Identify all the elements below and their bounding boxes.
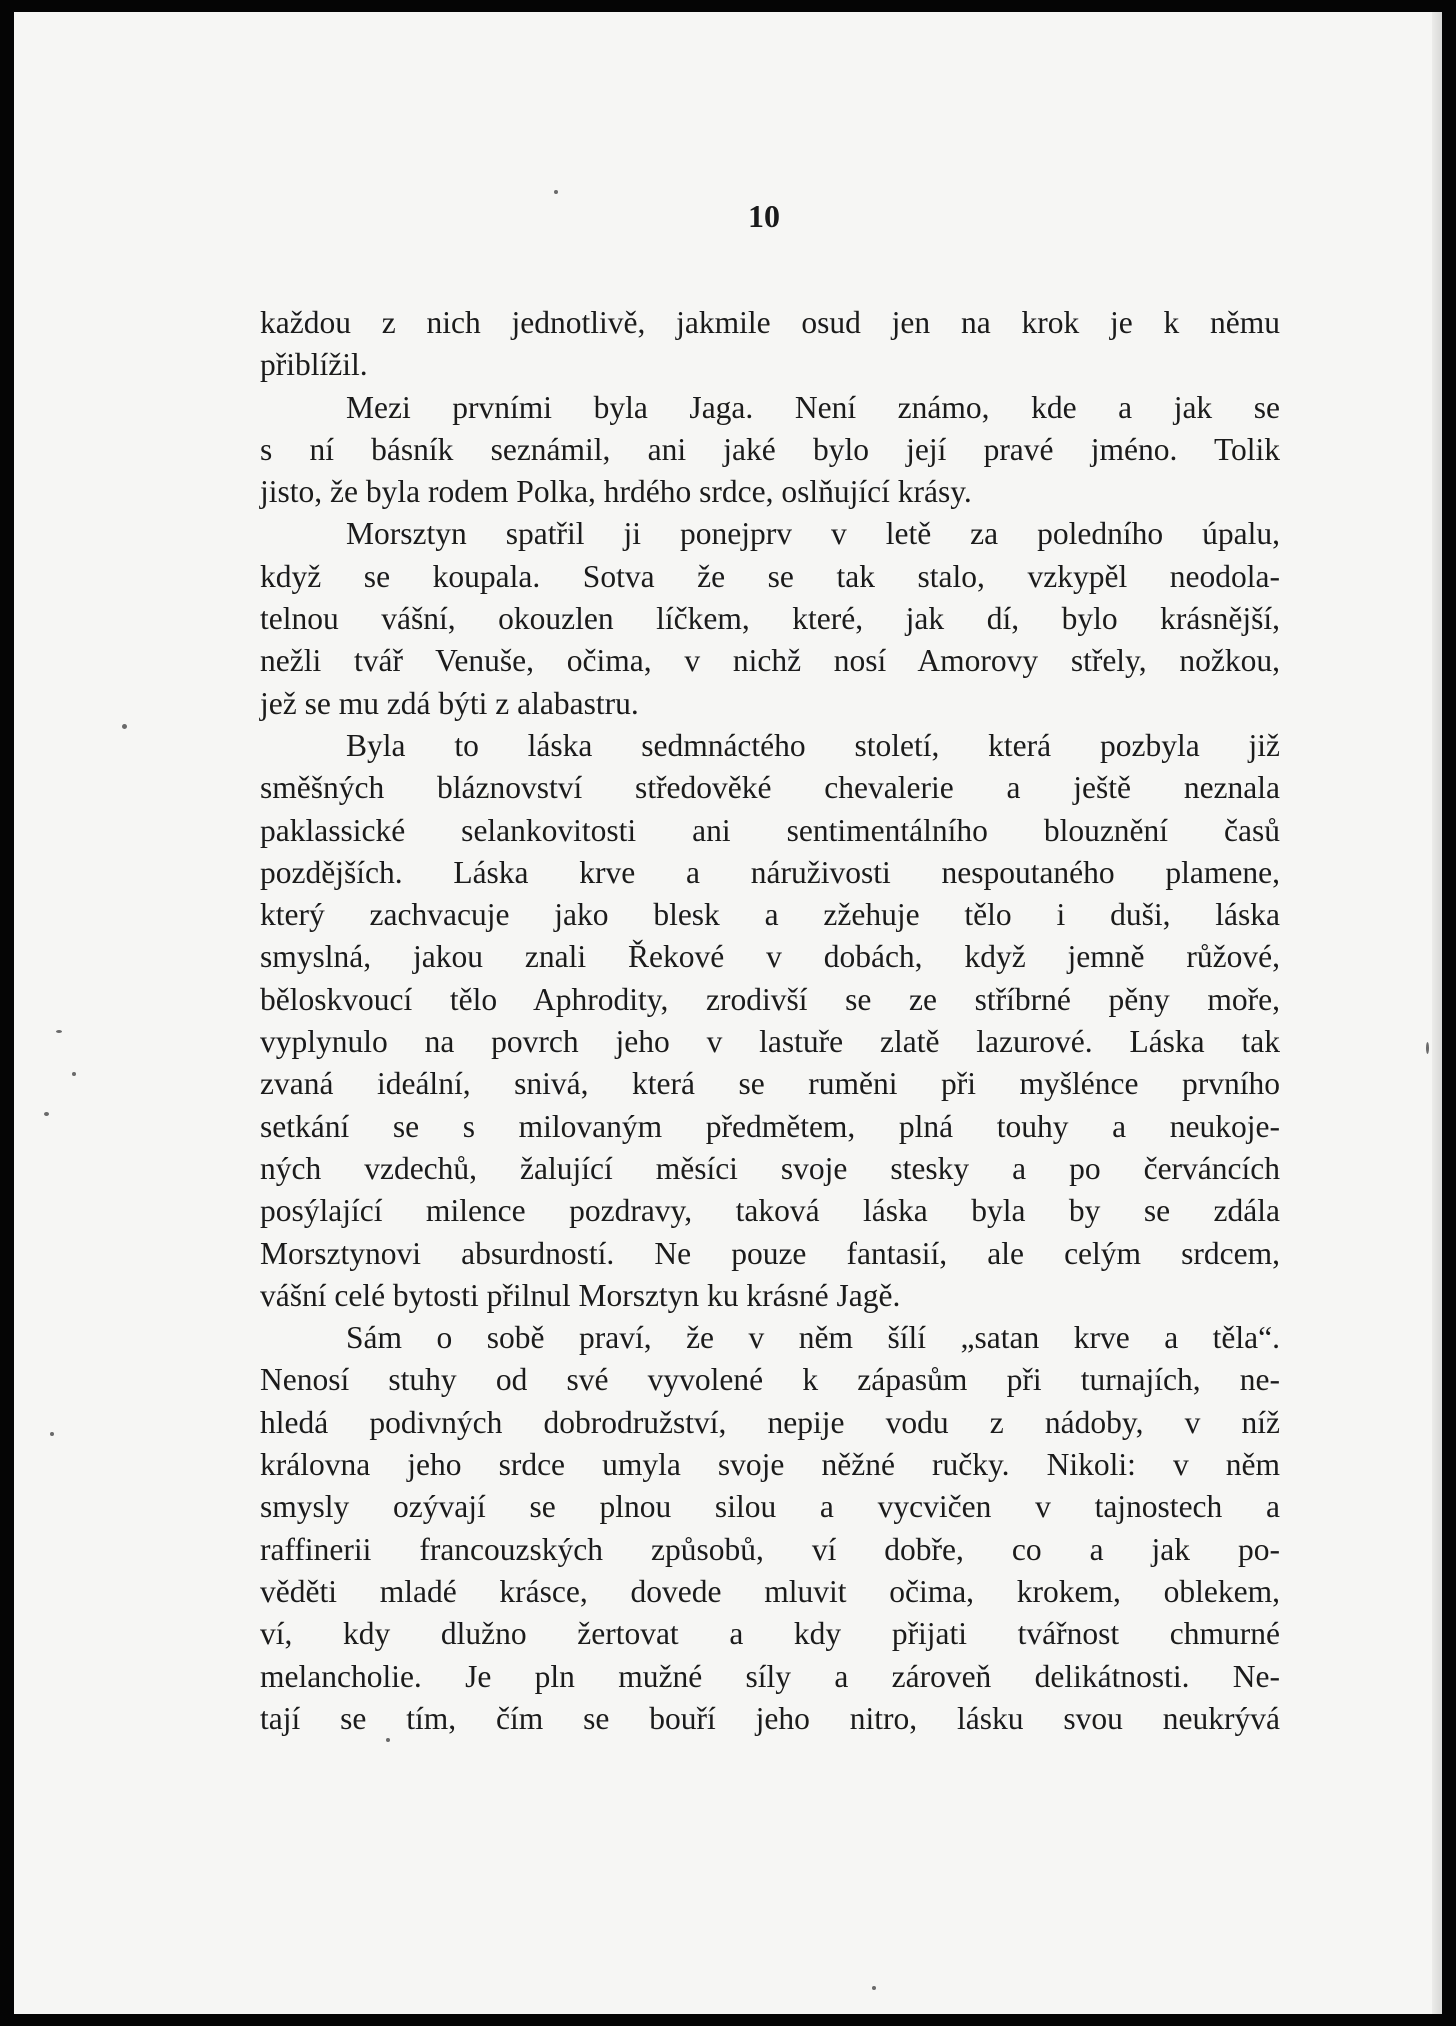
text-line: vyplynulo na povrch jeho v lastuře zlatě lazurové. Láska tak <box>260 1024 1280 1060</box>
text-line: smysly ozývají se plnou silou a vycvičen v tajnostech a <box>260 1489 1280 1525</box>
text-line: smyslná, jakou znali Řekové v dobách, když jemně růžové, <box>260 939 1280 975</box>
text-line: směšných bláznovství středověké chevalerie a ještě neznala <box>260 770 1280 806</box>
text-line: ví, kdy dlužno žertovat a kdy přijati tvářnost chmurné <box>260 1616 1280 1652</box>
scan-speck <box>1426 1042 1429 1054</box>
text-line: Sám o sobě praví, že v něm šílí „satan krve a těla“. <box>346 1320 1280 1356</box>
text-line: hledá podivných dobrodružství, nepije vodu z nádoby, v níž <box>260 1404 1280 1440</box>
text-line: přiblížil. <box>260 347 368 383</box>
text-line: Morsztynovi absurdností. Ne pouze fantasií, ale celým srdcem, <box>260 1235 1280 1271</box>
text-line: věděti mladé krásce, dovede mluvit očima, krokem, oblekem, <box>260 1573 1280 1609</box>
text-line: pozdějších. Láska krve a náruživosti nespoutaného plamene, <box>260 854 1280 890</box>
text-line: posýlající milence pozdravy, taková láska byla by se zdála <box>260 1193 1280 1229</box>
text-line: jisto, že byla rodem Polka, hrdého srdce, oslňující krásy. <box>260 474 972 510</box>
text-line: raffinerii francouzských způsobů, ví dobře, co a jak po- <box>260 1531 1280 1567</box>
text-line: Nenosí stuhy od své vyvolené k zápasům při turnajích, ne- <box>260 1362 1280 1398</box>
scan-speck <box>872 1986 876 1990</box>
text-line: vášní celé bytosti přilnul Morsztyn ku krásné Jagě. <box>260 1277 901 1313</box>
page-number: 10 <box>748 198 780 234</box>
text-line: Mezi prvními byla Jaga. Není známo, kde a jak se <box>346 389 1280 425</box>
scan-speck <box>72 1072 76 1076</box>
text-line: každou z nich jednotlivě, jakmile osud jen na krok je k němu <box>260 305 1280 340</box>
text-line: s ní básník seznámil, ani jaké bylo její pravé jméno. Tolik <box>260 431 1280 467</box>
scan-speck <box>50 1432 54 1436</box>
book-page <box>14 12 1442 2014</box>
text-line: zvaná ideální, snivá, která se ruměni při myšlénce prvního <box>260 1066 1280 1102</box>
text-line: telnou vášní, okouzlen líčkem, které, jak dí, bylo krásnější, <box>260 601 1280 637</box>
text-line: královna jeho srdce umyla svoje něžné ručky. Nikoli: v něm <box>260 1447 1280 1483</box>
body-text <box>260 302 1280 1740</box>
text-line: tají se tím, čím se bouří jeho nitro, lásku svou neukrývá <box>260 1700 1280 1736</box>
text-line: když se koupala. Sotva že se tak stalo, vzkypěl neodola- <box>260 558 1280 594</box>
text-line: melancholie. Je pln mužné síly a zároveň delikátnosti. Ne- <box>260 1658 1280 1694</box>
text-line: paklassické selankovitosti ani sentimentálního blouznění časů <box>260 812 1280 848</box>
text-line: nežli tvář Venuše, očima, v nichž nosí Amorovy střely, nožkou, <box>260 643 1280 679</box>
scan-speck <box>554 190 558 194</box>
scan-speck <box>44 1112 49 1116</box>
text-line: Byla to láska sedmnáctého století, která pozbyla již <box>346 727 1280 763</box>
scan-speck <box>56 1030 62 1033</box>
text-line: běloskvoucí tělo Aphrodity, zrodivší se ze stříbrné pěny moře, <box>260 981 1280 1017</box>
scan-speck <box>122 724 127 729</box>
text-line: jež se mu zdá býti z alabastru. <box>260 685 639 721</box>
text-line: který zachvacuje jako blesk a zžehuje tělo i duši, láska <box>260 897 1280 933</box>
text-line: setkání se s milovaným předmětem, plná touhy a neukoje- <box>260 1108 1280 1144</box>
text-line: Morsztyn spatřil ji ponejprv v letě za poledního úpalu, <box>346 516 1280 552</box>
scan-edge <box>1432 12 1442 2014</box>
text-line: ných vzdechů, žalující měsíci svoje stesky a po červáncích <box>260 1150 1280 1186</box>
